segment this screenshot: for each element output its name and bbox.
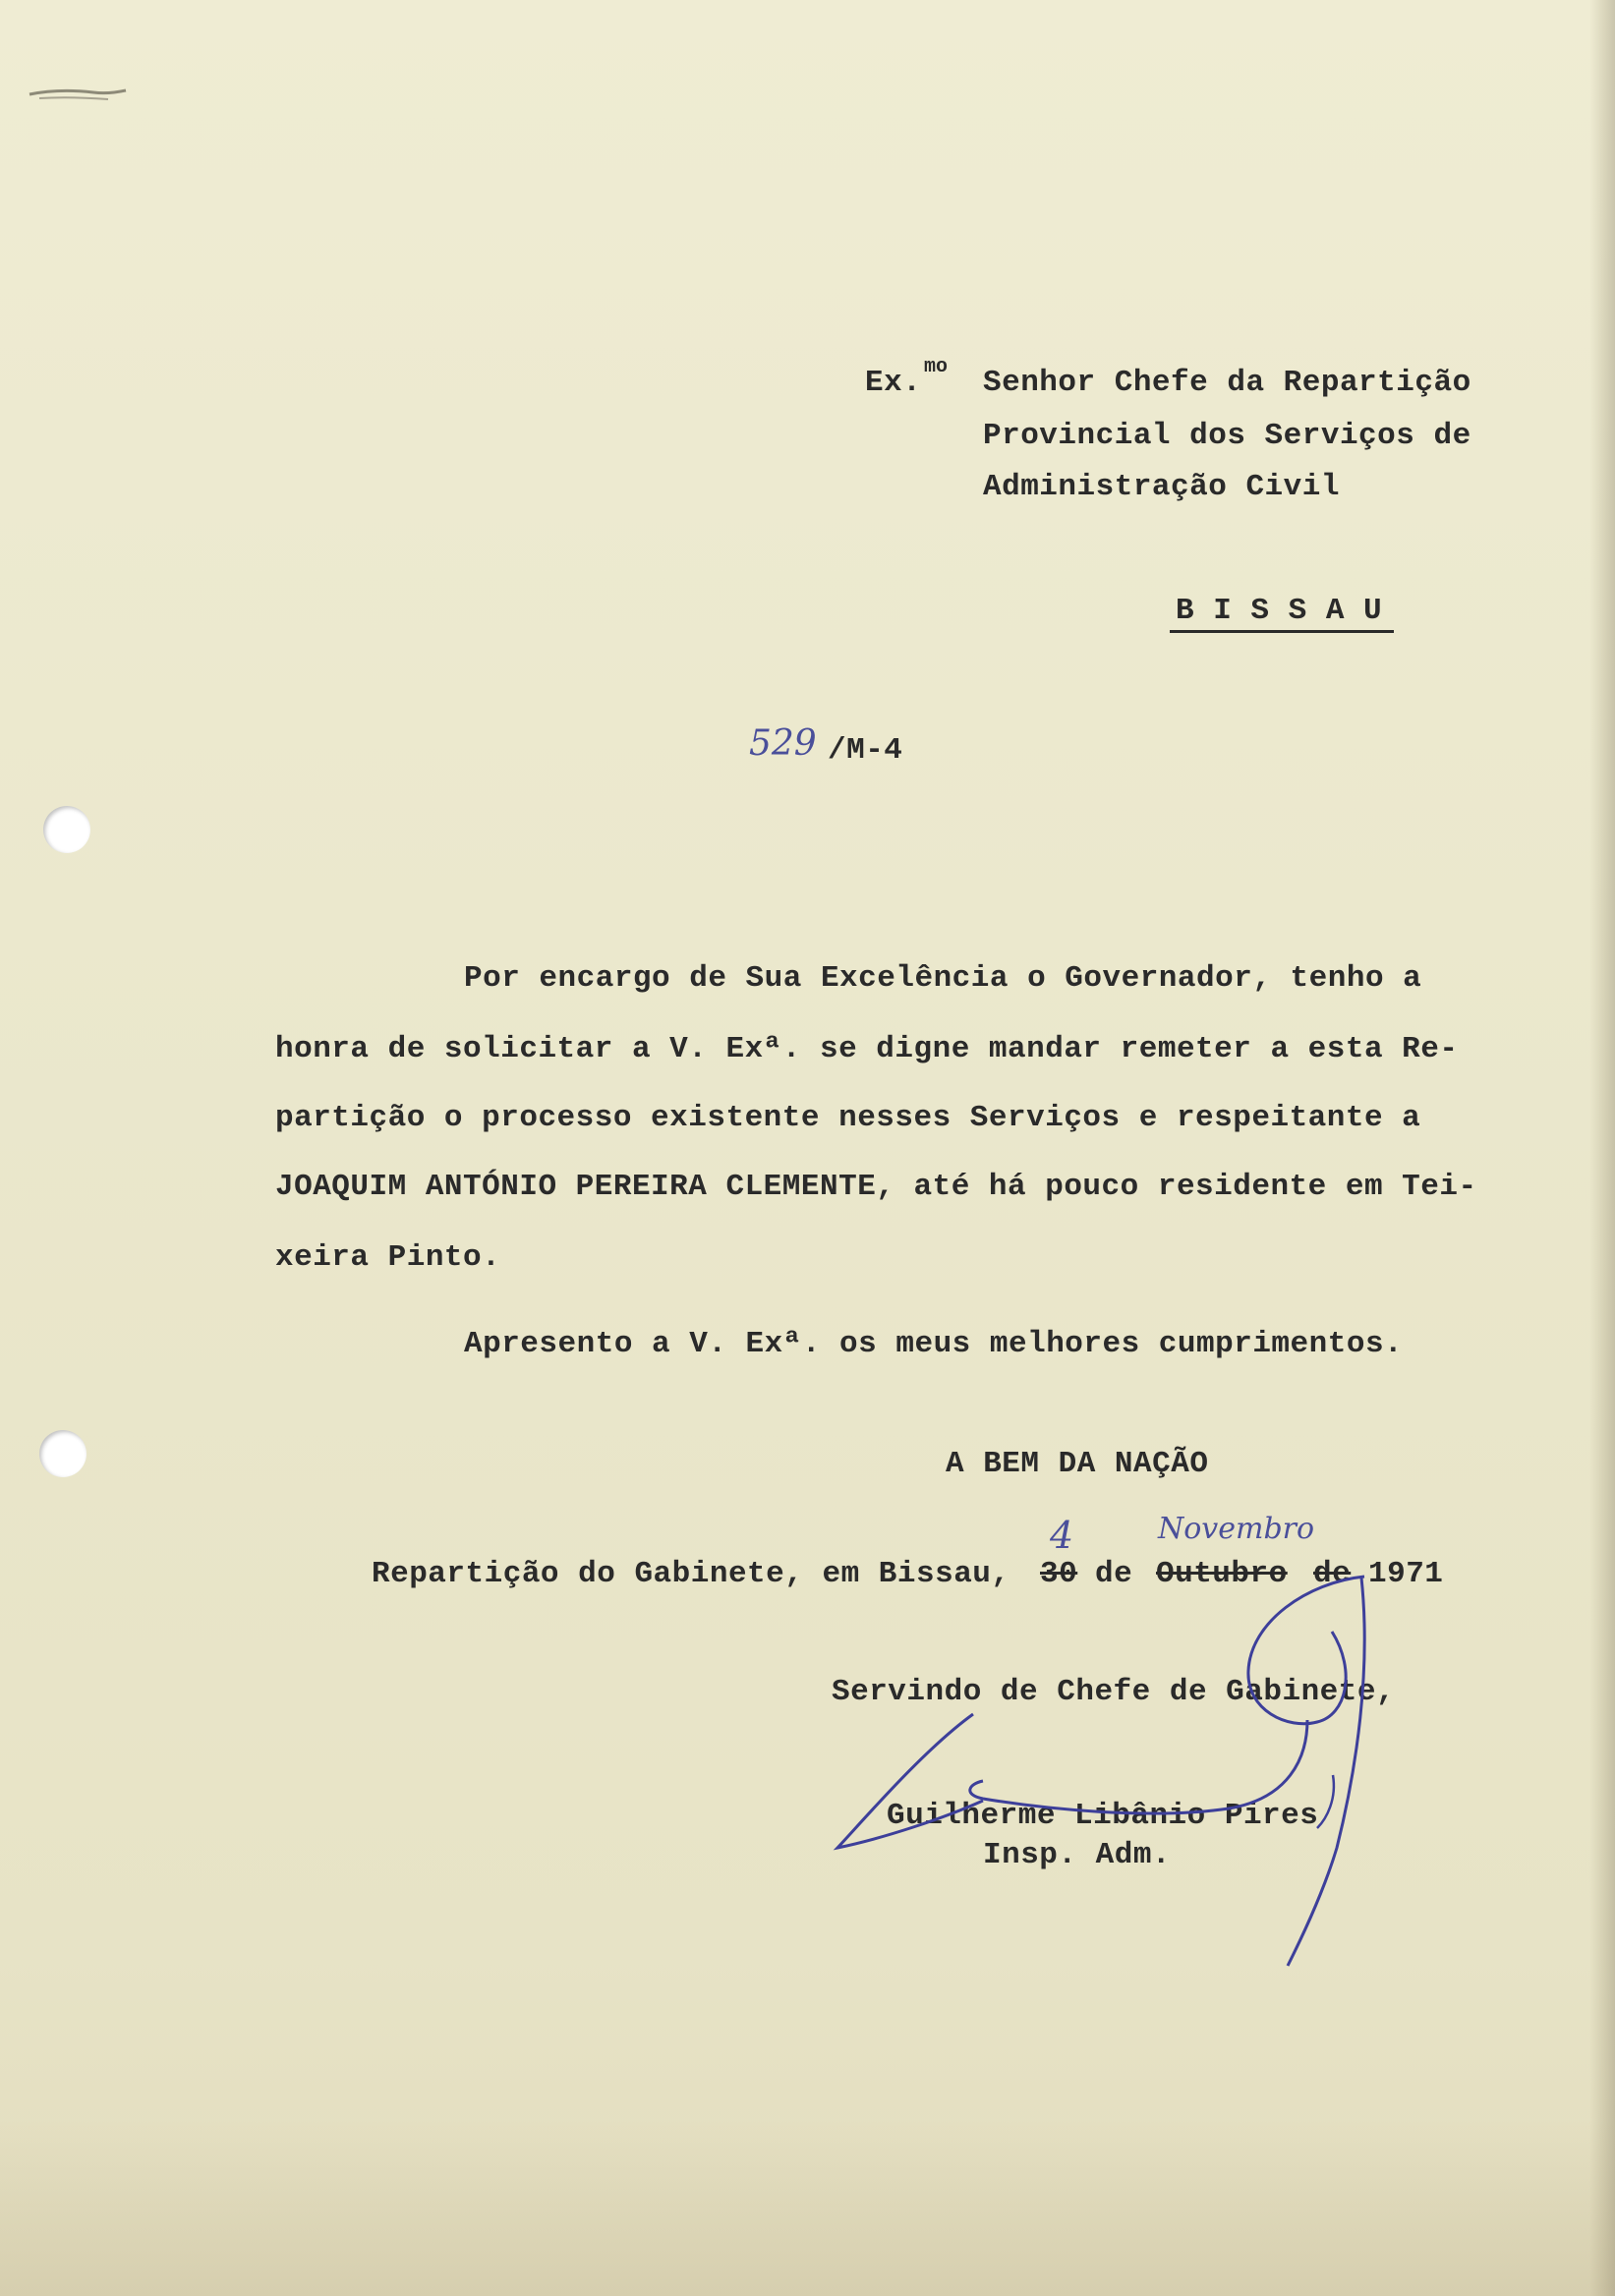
body-line-3: partição o processo existente nesses Serviços e respeitante a: [275, 1101, 1421, 1135]
dateline-struck-day: 30: [1040, 1557, 1078, 1591]
recipient-title-superscript: mo: [924, 356, 949, 378]
recipient-line-2: Provincial dos Serviços de: [983, 419, 1471, 453]
signature-role: Servindo de Chefe de Gabinete,: [832, 1675, 1396, 1709]
dateline-handwritten-day: 4: [1050, 1514, 1074, 1557]
body-line-1: Por encargo de Sua Excelência o Governador, tenho a: [464, 961, 1422, 996]
dateline-de-1: de: [1095, 1557, 1133, 1591]
dateline-de-2: de: [1313, 1557, 1352, 1591]
body-line-4: JOAQUIM ANTÓNIO PEREIRA CLEMENTE, até há pouco residente em Tei-: [275, 1170, 1477, 1204]
body-closing: Apresento a V. Exª. os meus melhores cumprimentos.: [464, 1327, 1404, 1361]
recipient-line-3: Administração Civil: [983, 470, 1340, 504]
motto: A BEM DA NAÇÃO: [946, 1447, 1209, 1481]
signature-rank: Insp. Adm.: [983, 1838, 1172, 1872]
recipient-title-prefix: Ex.: [865, 366, 922, 400]
body-line-5: xeira Pinto.: [275, 1240, 501, 1275]
dateline-struck-month: Outubro: [1156, 1557, 1288, 1591]
reference-typed-suffix: /M-4: [828, 733, 903, 768]
dateline-handwritten-month: Novembro: [1158, 1512, 1315, 1546]
reference-handwritten-number: 529: [749, 723, 817, 764]
recipient-line-1: Senhor Chefe da Repartição: [983, 366, 1471, 400]
dateline-year: 1971: [1368, 1557, 1444, 1591]
recipient-city: B I S S A U: [1170, 594, 1394, 633]
signature-name: Guilherme Libânio Pires: [887, 1799, 1319, 1833]
body-line-2: honra de solicitar a V. Exª. se digne mandar remeter a esta Re-: [275, 1032, 1459, 1066]
dateline-prefix: Repartição do Gabinete, em Bissau,: [372, 1557, 1010, 1591]
